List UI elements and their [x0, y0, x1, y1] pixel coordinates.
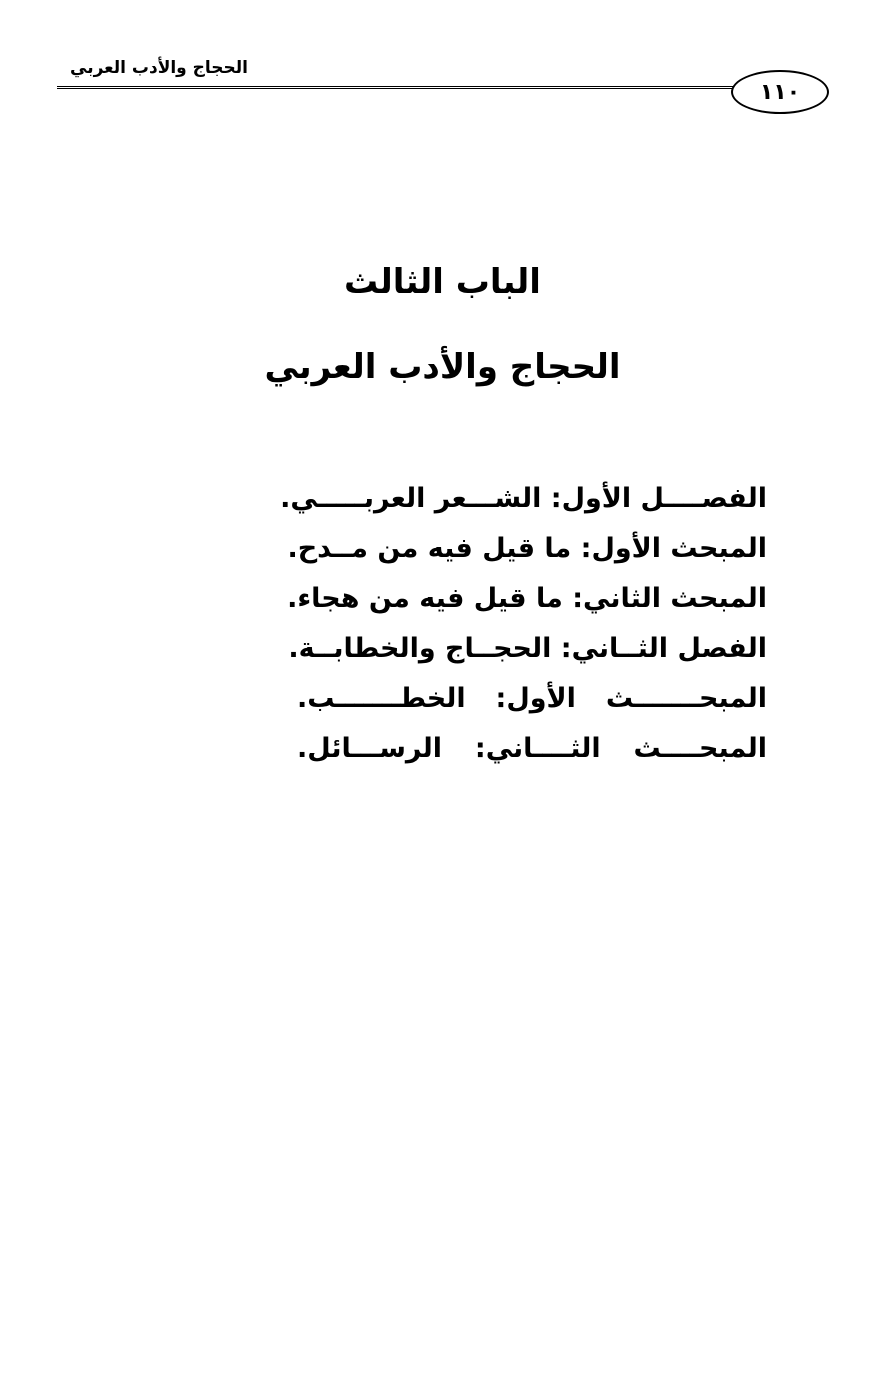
page-number: ١١٠ [731, 70, 829, 114]
part-title: الباب الثالث [344, 262, 541, 302]
contents-item: المبحث الثاني: ما قيل فيه من هجاء. [287, 583, 767, 614]
contents-list [280, 474, 767, 774]
running-header-title: الحجاج والأدب العربي [70, 58, 249, 78]
contents-item: الفصل الثــاني: الحجــاج والخطابــة. [288, 633, 767, 664]
contents-item: المبحــــث الثــــاني: الرســـائل. [297, 733, 767, 764]
part-subtitle: الحجاج والأدب العربي [264, 347, 621, 387]
contents-item: المبحـــــــث الأول: الخطـــــــب. [297, 683, 767, 714]
contents-item: الفصــــل الأول: الشـــعر العربـــــي. [280, 483, 767, 514]
contents-item: المبحث الأول: ما قيل فيه من مــدح. [287, 533, 767, 564]
header-rule [57, 86, 737, 89]
